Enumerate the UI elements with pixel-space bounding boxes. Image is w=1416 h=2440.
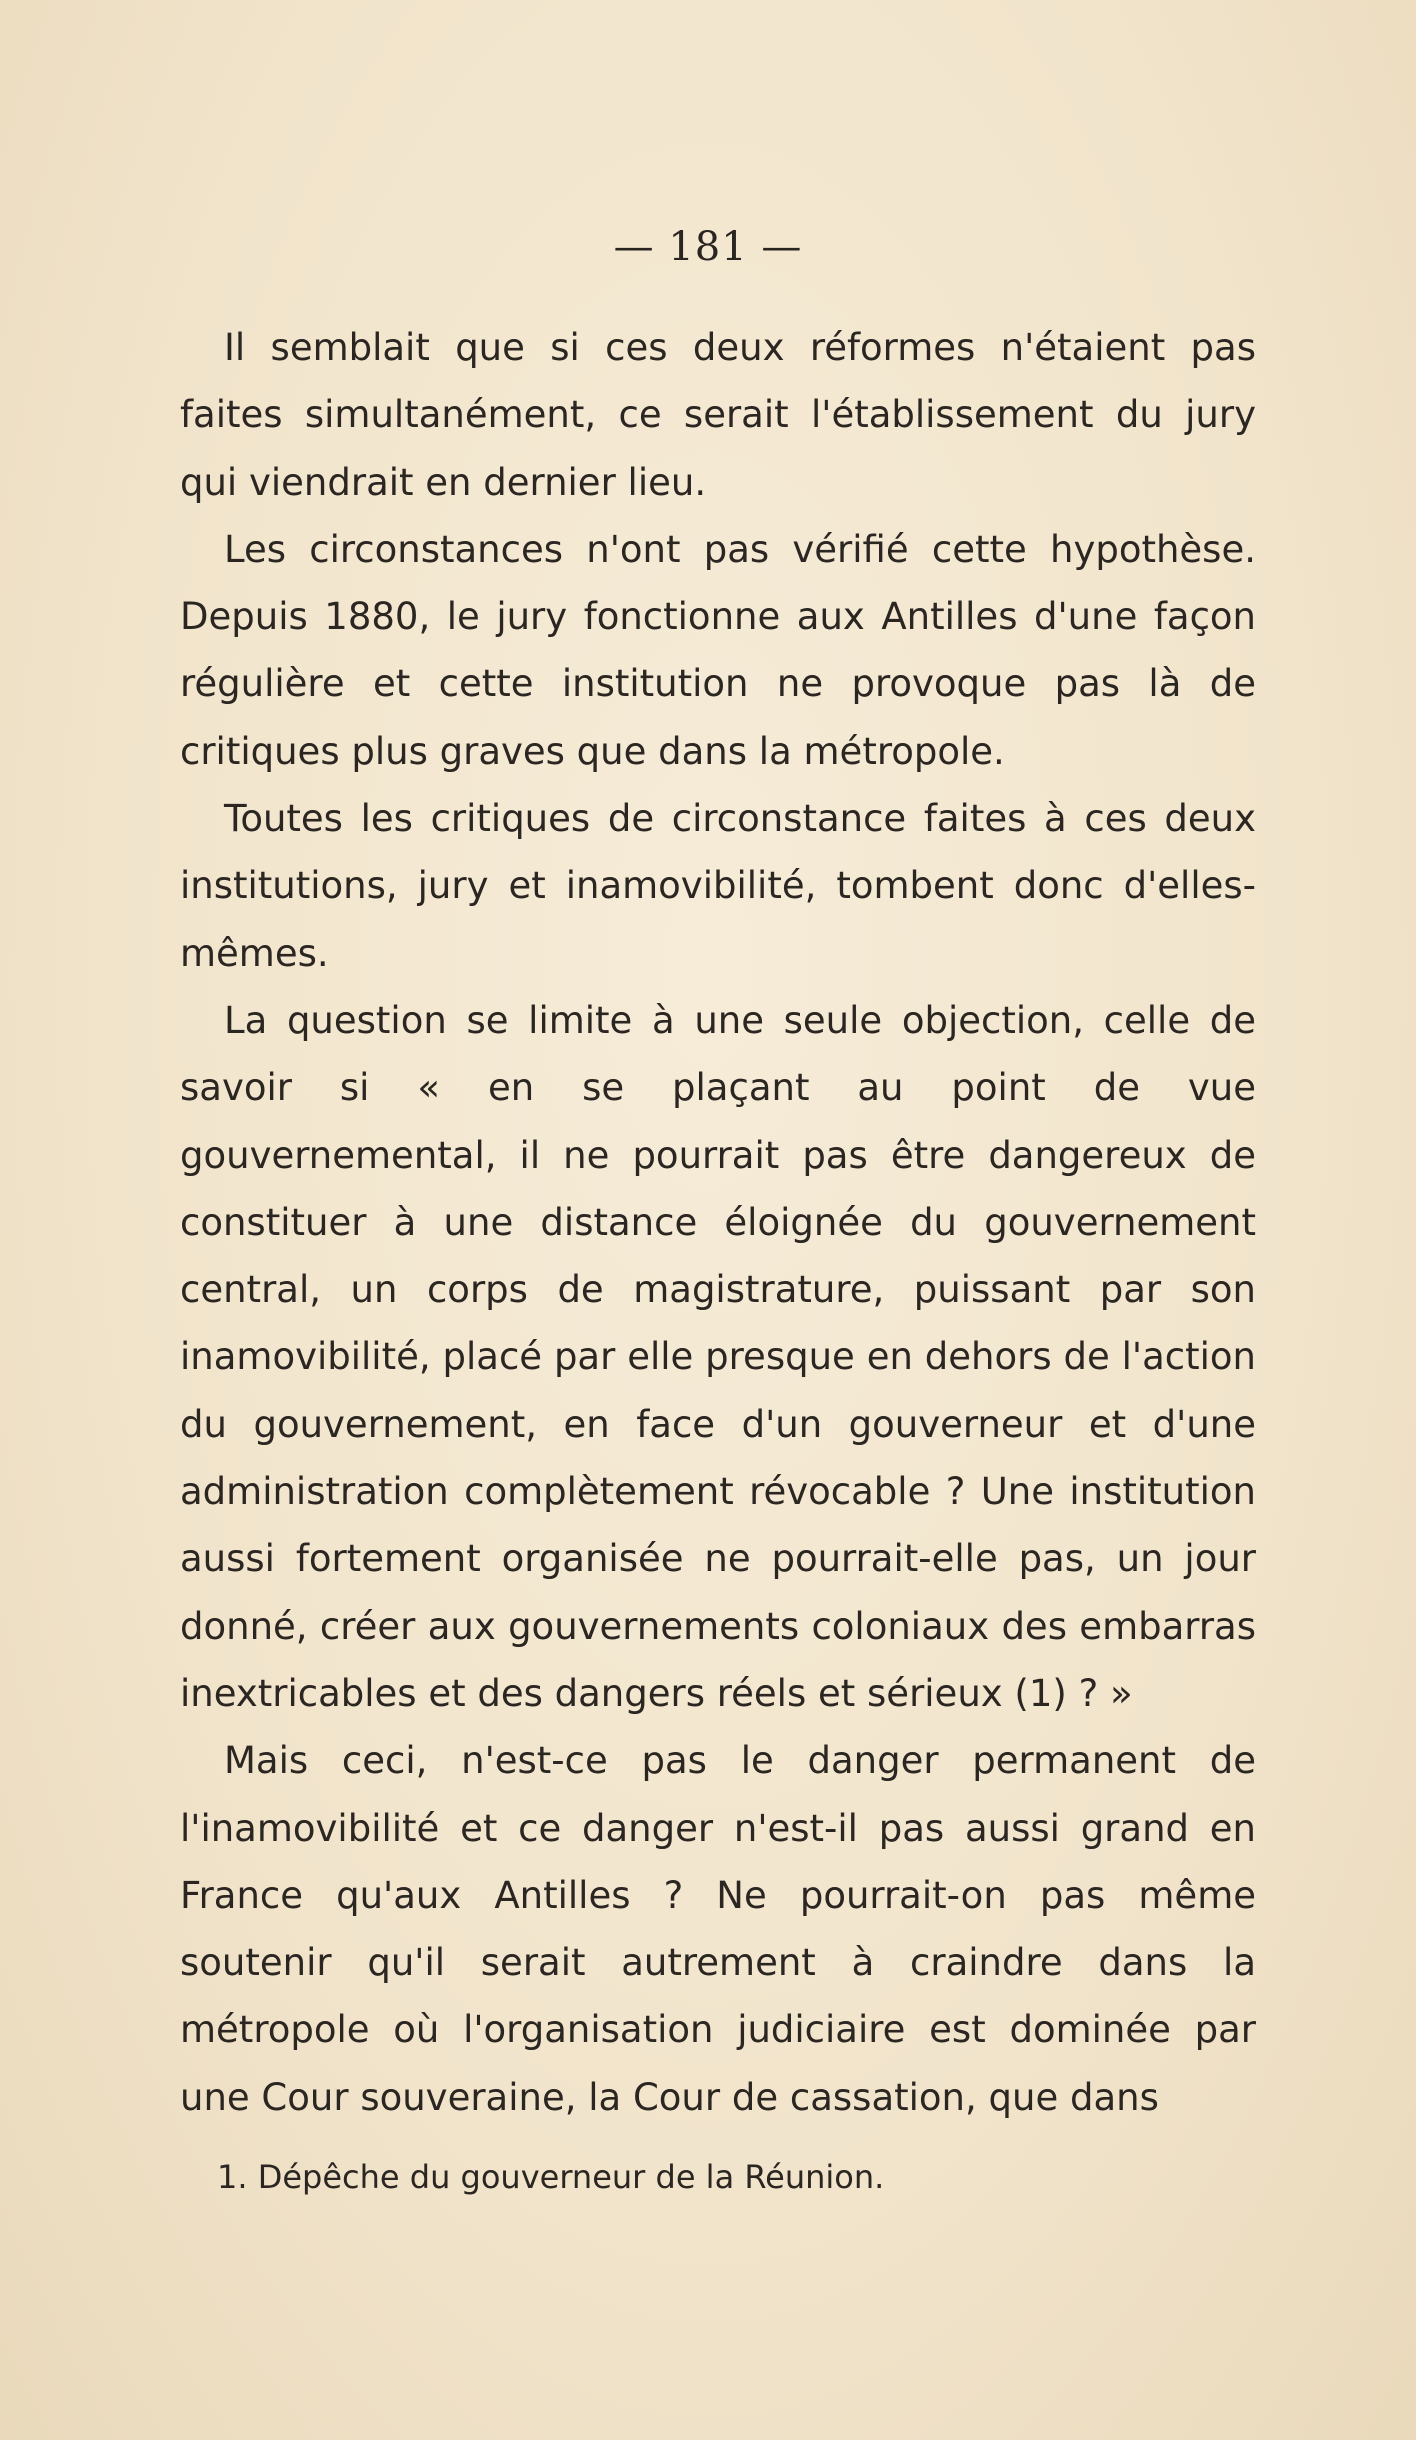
footnote: 1. Dépêche du gouverneur de la Réunion. [217, 2158, 885, 2196]
page-number: — 181 — [613, 224, 803, 270]
paragraph: Mais ceci, n'est-ce pas le danger permanent de l'inamovibilité et ce danger n'est-il pas aussi grand en France qu'aux Antilles ? Ne pourrait-on pas même soutenir qu'il serait autrement à craindre dans la métropole où l'organisation judiciaire est dominée par une Cour souveraine, la Cour de cassation, que dans [180, 1739, 1256, 2119]
paragraph: La question se limite à une seule objection, celle de savoir si « en se plaçant au point de vue gouvernemental, il ne pourrait pas être dangereux de constituer à une distance éloignée du gouvernement central, un corps de magistrature, puissant par son inamovibilité, placé par elle presque en dehors de l'action du gouvernement, en face d'un gouverneur et d'une administration complètement révocable ? Une institution aussi fortement organisée ne pourrait-elle pas, un jour donné, créer aux gouvernements coloniaux des embarras inextricables et des dangers réels et sérieux (1) ? » [180, 998, 1256, 1715]
paragraph: Les circonstances n'ont pas vérifié cette hypothèse. Depuis 1880, le jury fonctionne aux Antilles d'une façon régulière et cette institution ne provoque pas là de critiques plus graves que dans la métropole. [180, 527, 1256, 773]
body-text [180, 314, 1256, 2131]
paragraph: Toutes les critiques de circonstance faites à ces deux institutions, jury et inamovibilité, tombent donc d'elles-mêmes. [180, 797, 1256, 975]
paragraph: Il semblait que si ces deux réformes n'étaient pas faites simultanément, ce serait l'établissement du jury qui viendrait en dernier lieu. [180, 326, 1256, 504]
